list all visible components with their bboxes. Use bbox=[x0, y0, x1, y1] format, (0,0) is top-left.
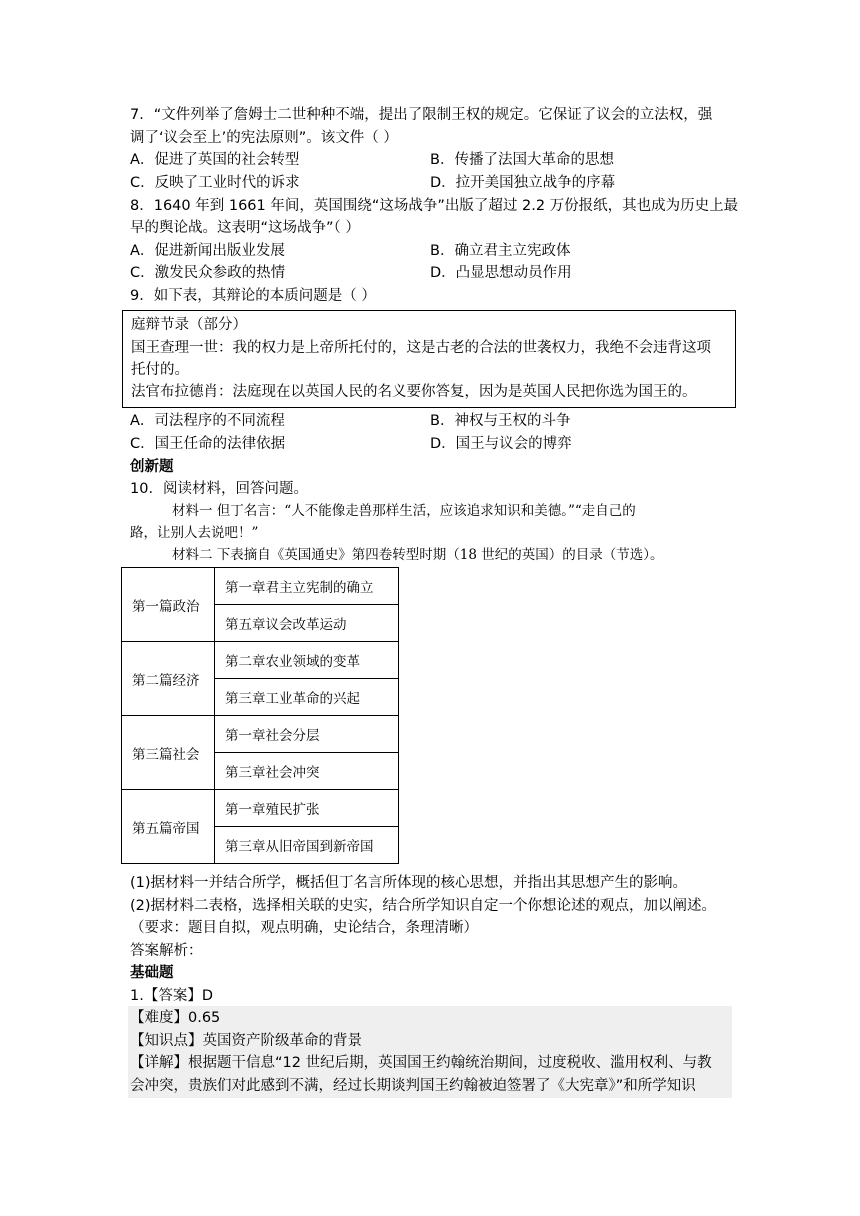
q7-option-a: A．促进了英国的社会转型 bbox=[130, 152, 300, 168]
q7-option-b: B．传播了法国大革命的思想 bbox=[430, 152, 614, 168]
q7-stem-line1: 7．“文件列举了詹姆士二世种种不端，提出了限制王权的规定。它保证了议会的立法权，强 bbox=[130, 107, 713, 123]
q7-stem-line2: 调了‘议会至上’的宪法原则”。该文件（ ） bbox=[130, 130, 398, 146]
q10-stem: 10．阅读材料，回答问题。 bbox=[130, 481, 308, 497]
q7-option-c: C．反映了工业时代的诉求 bbox=[130, 175, 300, 191]
q9-option-a: A．司法程序的不同流程 bbox=[130, 413, 285, 429]
section-innovation-heading: 创新题 bbox=[130, 459, 174, 475]
q7-option-d: D．拉开美国独立战争的序幕 bbox=[430, 175, 616, 191]
toc-row bbox=[122, 716, 399, 753]
q8-stem-line2: 早的舆论战。这表明“这场战争”（ ） bbox=[130, 220, 360, 236]
q10-material1-line1: 材料一 但丁名言：“人不能像走兽那样生活，应该追求知识和美德。”“走自己的 bbox=[172, 503, 636, 519]
q10-material2: 材料二 下表摘自《英国通史》第四卷转型时期（18 世纪的英国）的目录（节选）。 bbox=[172, 547, 664, 563]
ans1-knowledge-point: 【知识点】英国资产阶级革命的背景 bbox=[130, 1033, 362, 1049]
q9-box-line2: 托付的。 bbox=[131, 362, 189, 378]
q9-box-line1: 国王查理一世：我的权力是上帝所托付的，这是古老的合法的世袭权力，我绝不会违背这项 bbox=[131, 340, 711, 356]
ans1-difficulty: 【难度】0.65 bbox=[130, 1010, 221, 1026]
toc-chapter: 第二章农业领域的变革 bbox=[215, 642, 399, 679]
toc-chapter: 第一章社会分层 bbox=[215, 716, 399, 753]
toc-part: 第二篇经济 bbox=[122, 642, 215, 716]
q8-option-c: C．激发民众参政的热情 bbox=[130, 265, 286, 281]
q8-option-a: A．促进新闻出版业发展 bbox=[130, 243, 285, 259]
toc-chapter: 第三章从旧帝国到新帝国 bbox=[215, 827, 399, 864]
q10-toc-table bbox=[121, 567, 399, 864]
q10-sub2-requirement: （要求：题目自拟，观点明确，史论结合，条理清晰） bbox=[130, 920, 478, 936]
toc-chapter: 第一章君主立宪制的确立 bbox=[215, 568, 399, 605]
q8-stem-line1: 8．1640 年到 1661 年间，英国围绕“这场战争”出版了超过 2.2 万份报纸，其也成为历史上最 bbox=[130, 198, 739, 214]
toc-chapter: 第三章社会冲突 bbox=[215, 753, 399, 790]
q9-transcript-box bbox=[122, 310, 736, 408]
q10-sub2: (2)据材料二表格，选择相关联的史实，结合所学知识自定一个你想论述的观点，加以阐述。 bbox=[130, 898, 717, 914]
q8-option-b: B．确立君主立宪政体 bbox=[430, 243, 571, 259]
ans1-answer: 1.【答案】D bbox=[130, 988, 213, 1004]
q8-option-d: D．凸显思想动员作用 bbox=[430, 265, 572, 281]
section-basic-heading: 基础题 bbox=[130, 965, 174, 981]
toc-chapter: 第五章议会改革运动 bbox=[215, 605, 399, 642]
toc-row bbox=[122, 790, 399, 827]
q9-option-d: D．国王与议会的博弈 bbox=[430, 436, 572, 452]
toc-row bbox=[122, 642, 399, 679]
q10-sub1: (1)据材料一并结合所学，概括但丁名言所体现的核心思想，并指出其思想产生的影响。 bbox=[130, 875, 688, 891]
q9-stem: 9．如下表，其辩论的本质问题是（ ） bbox=[130, 288, 376, 304]
q9-option-b: B．神权与王权的斗争 bbox=[430, 413, 571, 429]
q9-box-line3: 法官布拉德肖：法庭现在以英国人民的名义要你答复，因为是英国人民把你选为国王的。 bbox=[131, 384, 697, 400]
toc-chapter: 第三章工业革命的兴起 bbox=[215, 679, 399, 716]
toc-part: 第五篇帝国 bbox=[122, 790, 215, 864]
ans1-detail-line1: 【详解】根据题干信息“12 世纪后期，英国国王约翰统治期间，过度税收、滥用权利、与教 bbox=[130, 1055, 712, 1071]
toc-part: 第三篇社会 bbox=[122, 716, 215, 790]
q9-box-title: 庭辩节录（部分） bbox=[131, 317, 247, 333]
toc-part: 第一篇政治 bbox=[122, 568, 215, 642]
ans1-detail-line2: 会冲突，贵族们对此感到不满，经过长期谈判国王约翰被迫签署了《大宪章》”和所学知识 bbox=[130, 1078, 696, 1094]
q10-material1-line2: 路，让别人去说吧！” bbox=[130, 525, 259, 541]
answer-heading: 答案解析： bbox=[130, 943, 203, 959]
q9-option-c: C．国王任命的法律依据 bbox=[130, 436, 286, 452]
toc-row bbox=[122, 568, 399, 605]
toc-chapter: 第一章殖民扩张 bbox=[215, 790, 399, 827]
